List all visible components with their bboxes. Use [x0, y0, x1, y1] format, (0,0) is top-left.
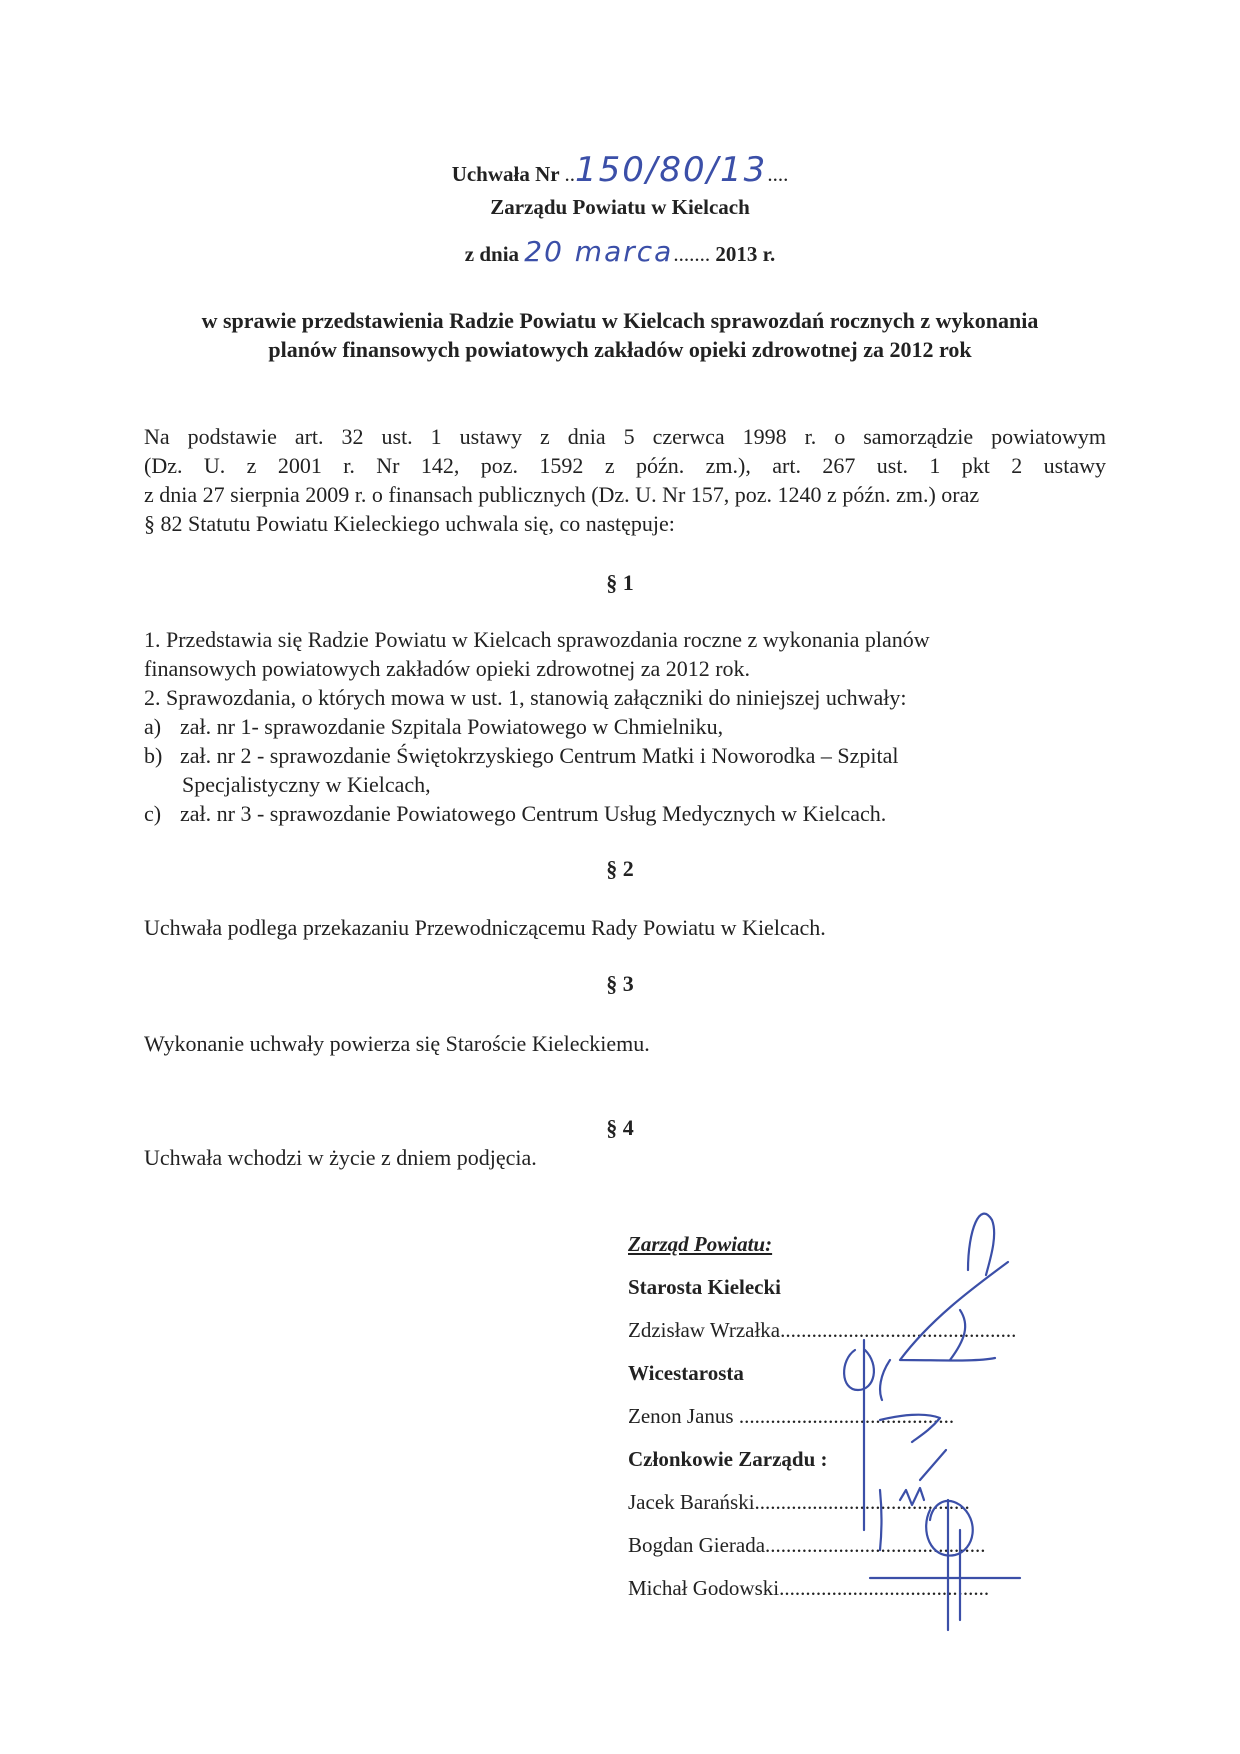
starosta-title: Starosta Kielecki — [628, 1275, 782, 1299]
date-suffix: 2013 r. — [715, 242, 776, 266]
section-2-heading: § 2 — [606, 856, 634, 881]
preamble-line-3: z dnia 27 sierpnia 2009 r. o finansach publicznych (Dz. U. Nr 157, poz. 1240 z późn. zm.) oraz — [144, 482, 980, 507]
preamble-line-1: Na podstawie art. 32 ust. 1 ustawy z dnia 5 czerwca 1998 r. o samorządzie powiatowym — [144, 424, 1106, 449]
section-3-heading: § 3 — [606, 971, 634, 996]
list-item — [144, 712, 1106, 741]
handwritten-signatures — [820, 1200, 1120, 1640]
section-3-text: Wykonanie uchwały powierza się Staroście Kieleckiemu. — [144, 1031, 650, 1056]
signature-stroke — [920, 1450, 946, 1480]
vice-signature-line: Zenon Janus ......................................... — [628, 1404, 955, 1428]
subject-line-2: planów finansowych powiatowych zakładów opieki zdrowotnej za 2012 rok — [268, 337, 972, 362]
list-item-letter: b) — [144, 743, 163, 768]
signature-stroke — [880, 1360, 890, 1400]
starosta-name: Zdzisław Wrzałka — [628, 1318, 781, 1342]
date-prefix: z dnia — [464, 242, 520, 266]
members-title: Członkowie Zarządu : — [628, 1447, 828, 1471]
member-signature-line: Bogdan Gierada.......................................... — [628, 1533, 986, 1557]
list-item — [144, 799, 1106, 828]
board-heading: Zarząd Powiatu: — [628, 1232, 773, 1256]
signature-stroke — [900, 1488, 924, 1505]
signature-stroke — [968, 1214, 994, 1275]
signature-stroke — [950, 1310, 965, 1360]
vice-name: Zenon Janus — [628, 1404, 734, 1428]
list-item-text: zał. nr 1- sprawozdanie Szpitala Powiatowego w Chmielniku, — [180, 714, 724, 739]
signature-stroke — [880, 1415, 940, 1442]
member-name: Bogdan Gierada — [628, 1533, 766, 1557]
section-1-paragraph-2: 2. Sprawozdania, o których mowa w ust. 1, stanowią załączniki do niniejszej uchwały: — [144, 685, 907, 710]
date-line: z dnia 20 marca....... 2013 r. — [464, 235, 776, 268]
section-1-heading: § 1 — [606, 570, 634, 595]
board-name: Zarządu Powiatu w Kielcach — [490, 195, 750, 219]
section-1-paragraph-1-line-2: finansowych powiatowych zakładów opieki zdrowotnej za 2012 rok. — [144, 656, 751, 681]
handwritten-resolution-number: 150/80/13 — [574, 150, 768, 190]
section-2-text: Uchwała podlega przekazaniu Przewodniczącemu Rady Powiatu w Kielcach. — [144, 915, 826, 940]
section-4-heading: § 4 — [606, 1115, 634, 1140]
signature-stroke — [900, 1262, 1008, 1361]
vice-title: Wicestarosta — [628, 1361, 744, 1385]
resolution-prefix: Uchwała Nr — [451, 162, 560, 186]
subject-line-1: w sprawie przedstawienia Radzie Powiatu w Kielcach sprawozdań rocznych z wykonania — [201, 308, 1039, 333]
member-name: Jacek Barański — [628, 1490, 755, 1514]
list-item-letter: a) — [144, 714, 162, 739]
section-4-text: Uchwała wchodzi w życie z dniem podjęcia. — [144, 1145, 537, 1170]
list-item-text: zał. nr 2 - sprawozdanie Świętokrzyskiego Centrum Matki i Noworodka – Szpital — [180, 743, 899, 768]
member-signature-line: Jacek Barański......................................... — [628, 1490, 970, 1514]
section-1-paragraph-1-line-1: 1. Przedstawia się Radzie Powiatu w Kielcach sprawozdania roczne z wykonania planów — [144, 627, 930, 652]
member-signature-line: Michał Godowski........................................ — [628, 1576, 990, 1600]
member-name: Michał Godowski — [628, 1576, 780, 1600]
signature-stroke — [844, 1350, 874, 1390]
preamble-line-4: § 82 Statutu Powiatu Kieleckiego uchwala się, co następuje: — [144, 511, 675, 536]
handwritten-date: 20 marca — [524, 235, 674, 268]
starosta-signature-line: Zdzisław Wrzałka............................................. — [628, 1318, 1017, 1342]
signature-stroke — [926, 1501, 973, 1556]
signature-stroke — [880, 1490, 882, 1550]
list-item-text: zał. nr 3 - sprawozdanie Powiatowego Centrum Usług Medycznych w Kielcach. — [180, 801, 887, 826]
resolution-number-line: Uchwała Nr ..150/80/13.... — [451, 150, 789, 190]
list-item-letter: c) — [144, 801, 162, 826]
list-item — [144, 741, 1106, 770]
preamble-line-2: (Dz. U. z 2001 r. Nr 142, poz. 1592 z późn. zm.), art. 267 ust. 1 pkt 2 ustawy — [144, 453, 1106, 478]
list-item-continuation: Specjalistyczny w Kielcach, — [182, 772, 431, 797]
